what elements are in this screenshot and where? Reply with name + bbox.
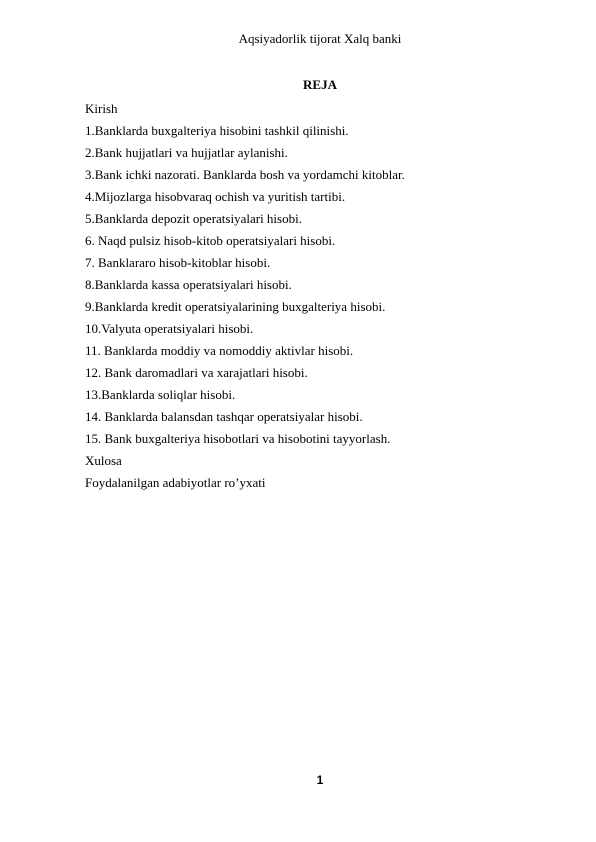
toc-item-10: 10.Valyuta operatsiyalari hisobi. — [85, 321, 254, 336]
toc-item-3: 3.Bank ichki nazorati. Banklarda bosh va yordamchi kitoblar. — [85, 167, 405, 182]
toc-item-14: 14. Banklarda balansdan tashqar operatsiyalar hisobi. — [85, 409, 363, 424]
toc-item-references: Foydalanilgan adabiyotlar ro’yxati — [85, 475, 266, 490]
toc-item-2: 2.Bank hujjatlari va hujjatlar aylanishi. — [85, 145, 288, 160]
toc-item-13: 13.Banklarda soliqlar hisobi. — [85, 387, 236, 402]
toc-item-4: 4.Mijozlarga hisobvaraq ochish va yuritish tartibi. — [85, 189, 346, 204]
page-header: Aqsiyadorlik tijorat Xalq banki — [238, 31, 402, 46]
toc-item-1: 1.Banklarda buxgalteriya hisobini tashkil qilinishi. — [85, 123, 349, 138]
plan-title: REJA — [303, 77, 337, 92]
toc-item-8: 8.Banklarda kassa operatsiyalari hisobi. — [85, 277, 292, 292]
toc-item-9: 9.Banklarda kredit operatsiyalarining buxgalteriya hisobi. — [85, 299, 386, 314]
toc-item-11: 11. Banklarda moddiy va nomoddiy aktivlar hisobi. — [85, 343, 354, 358]
toc-item-15: 15. Bank buxgalteriya hisobotlari va hisobotini tayyorlash. — [85, 431, 391, 446]
toc-item-7: 7. Banklararo hisob-kitoblar hisobi. — [85, 255, 271, 270]
toc-item-introduction: Kirish — [85, 101, 118, 116]
toc-item-5: 5.Banklarda depozit operatsiyalari hisobi. — [85, 211, 302, 226]
table-of-contents — [85, 101, 565, 497]
toc-item-6: 6. Naqd pulsiz hisob-kitob operatsiyalari hisobi. — [85, 233, 336, 248]
toc-item-12: 12. Bank daromadlari va xarajatlari hisobi. — [85, 365, 308, 380]
toc-item-conclusion: Xulosa — [85, 453, 122, 468]
page-number: 1 — [316, 773, 324, 787]
